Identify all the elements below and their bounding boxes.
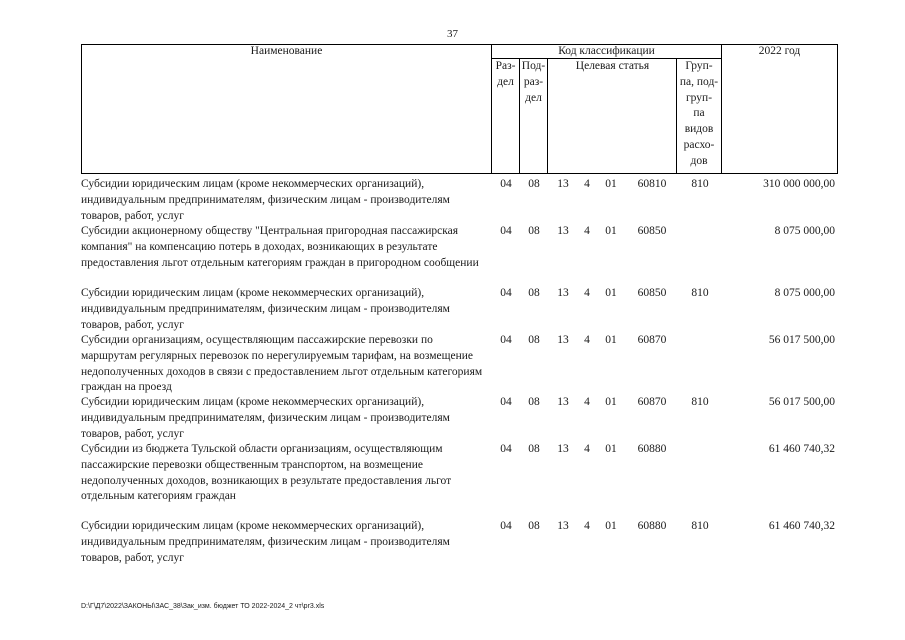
row-razdel: 04 — [500, 396, 512, 408]
header-divider-target — [547, 58, 677, 174]
row-target-event: 01 — [605, 225, 617, 237]
row-name: Субсидии организациям, осуществляющим пассажирские перевозки по маршрутам регулярных перевозок по нерегулируемым тарифам, на возмещение недополученных доходов в связи с предоставлением льгот отдельным категориям граждан на проезд — [81, 334, 483, 394]
header-razdel: Раз- дел — [495, 60, 516, 88]
row-podrazdel: 08 — [528, 178, 540, 190]
row-target-program: 13 — [557, 396, 569, 408]
row-name: Субсидии юридическим лицам (кроме некоммерческих организаций), индивидуальным предпринимателям, физическим лицам - производителям товаров, работ, услуг — [81, 520, 450, 564]
row-amount: 56 017 500,00 — [768, 396, 835, 408]
row-name: Субсидии юридическим лицам (кроме некоммерческих организаций), индивидуальным предпринимателям, физическим лицам - производителям товаров, работ, услуг — [81, 178, 450, 222]
row-amount: 8 075 000,00 — [774, 225, 835, 237]
row-razdel: 04 — [500, 520, 512, 532]
row-amount: 8 075 000,00 — [774, 287, 835, 299]
row-target-sub: 4 — [584, 225, 590, 237]
row-razdel: 04 — [500, 443, 512, 455]
row-podrazdel: 08 — [528, 334, 540, 346]
row-group: 810 — [691, 287, 709, 299]
row-target-event: 01 — [605, 178, 617, 190]
row-target-event: 01 — [605, 520, 617, 532]
header-year: 2022 год — [758, 45, 801, 57]
row-target-code: 60870 — [637, 396, 667, 408]
row-target-event: 01 — [605, 334, 617, 346]
row-target-program: 13 — [557, 443, 569, 455]
header-cell-name — [81, 44, 492, 174]
row-razdel: 04 — [500, 334, 512, 346]
row-target-sub: 4 — [584, 396, 590, 408]
header-podrazdel: Под- раз- дел — [521, 60, 546, 104]
row-razdel: 04 — [500, 225, 512, 237]
row-name: Субсидии юридическим лицам (кроме некоммерческих организаций), индивидуальным предпринимателям, физическим лицам - производителям товаров, работ, услуг — [81, 396, 450, 440]
row-group: 810 — [691, 396, 709, 408]
header-target: Целевая статья — [575, 60, 650, 72]
row-name: Субсидии из бюджета Тульской области организациям, осуществляющим пассажирские перевозки общественным транспортом, на возмещение недополученных доходов, возникающих в результате предоставления льгот отдельным категориям граждан — [81, 443, 452, 503]
row-amount: 310 000 000,00 — [763, 178, 835, 190]
header-name: Наименование — [250, 45, 323, 57]
row-podrazdel: 08 — [528, 287, 540, 299]
footer-file-path: D:\Г\Д7\2022\ЗАКОНЫ\ЗАС_38\Зак_изм. бюджет ТО 2022-2024_2 чт\pr3.xls — [81, 603, 325, 610]
row-razdel: 04 — [500, 287, 512, 299]
row-podrazdel: 08 — [528, 520, 540, 532]
row-podrazdel: 08 — [528, 396, 540, 408]
row-target-sub: 4 — [584, 178, 590, 190]
row-target-code: 60810 — [637, 178, 667, 190]
header-cell-year — [721, 44, 838, 174]
row-amount: 61 460 740,32 — [768, 520, 835, 532]
row-target-program: 13 — [557, 178, 569, 190]
row-target-code: 60850 — [637, 287, 667, 299]
row-target-sub: 4 — [584, 334, 590, 346]
row-amount: 56 017 500,00 — [768, 334, 835, 346]
row-target-code: 60850 — [637, 225, 667, 237]
row-razdel: 04 — [500, 178, 512, 190]
row-podrazdel: 08 — [528, 225, 540, 237]
row-target-sub: 4 — [584, 520, 590, 532]
row-target-event: 01 — [605, 287, 617, 299]
row-group: 810 — [691, 520, 709, 532]
row-target-event: 01 — [605, 396, 617, 408]
row-amount: 61 460 740,32 — [768, 443, 835, 455]
row-name: Субсидии акционерному обществу "Центральная пригородная пассажирская компания" на компенсацию потерь в доходах, возникающих в результате предоставления льгот отдельным категориям граждан в пригородном сообщении — [81, 225, 479, 269]
row-target-code: 60880 — [637, 520, 667, 532]
row-target-program: 13 — [557, 520, 569, 532]
page-number: 37 — [447, 28, 458, 40]
row-target-program: 13 — [557, 225, 569, 237]
row-name: Субсидии юридическим лицам (кроме некоммерческих организаций), индивидуальным предпринимателям, физическим лицам - производителям товаров, работ, услуг — [81, 287, 450, 331]
row-target-code: 60880 — [637, 443, 667, 455]
row-podrazdel: 08 — [528, 443, 540, 455]
row-target-sub: 4 — [584, 443, 590, 455]
row-target-program: 13 — [557, 287, 569, 299]
header-group: Груп- па, под- груп- па видов расхо- дов — [679, 60, 719, 167]
row-target-program: 13 — [557, 334, 569, 346]
row-group: 810 — [691, 178, 709, 190]
row-target-sub: 4 — [584, 287, 590, 299]
row-target-event: 01 — [605, 443, 617, 455]
header-code-group: Код классификации — [558, 45, 655, 57]
row-target-code: 60870 — [637, 334, 667, 346]
